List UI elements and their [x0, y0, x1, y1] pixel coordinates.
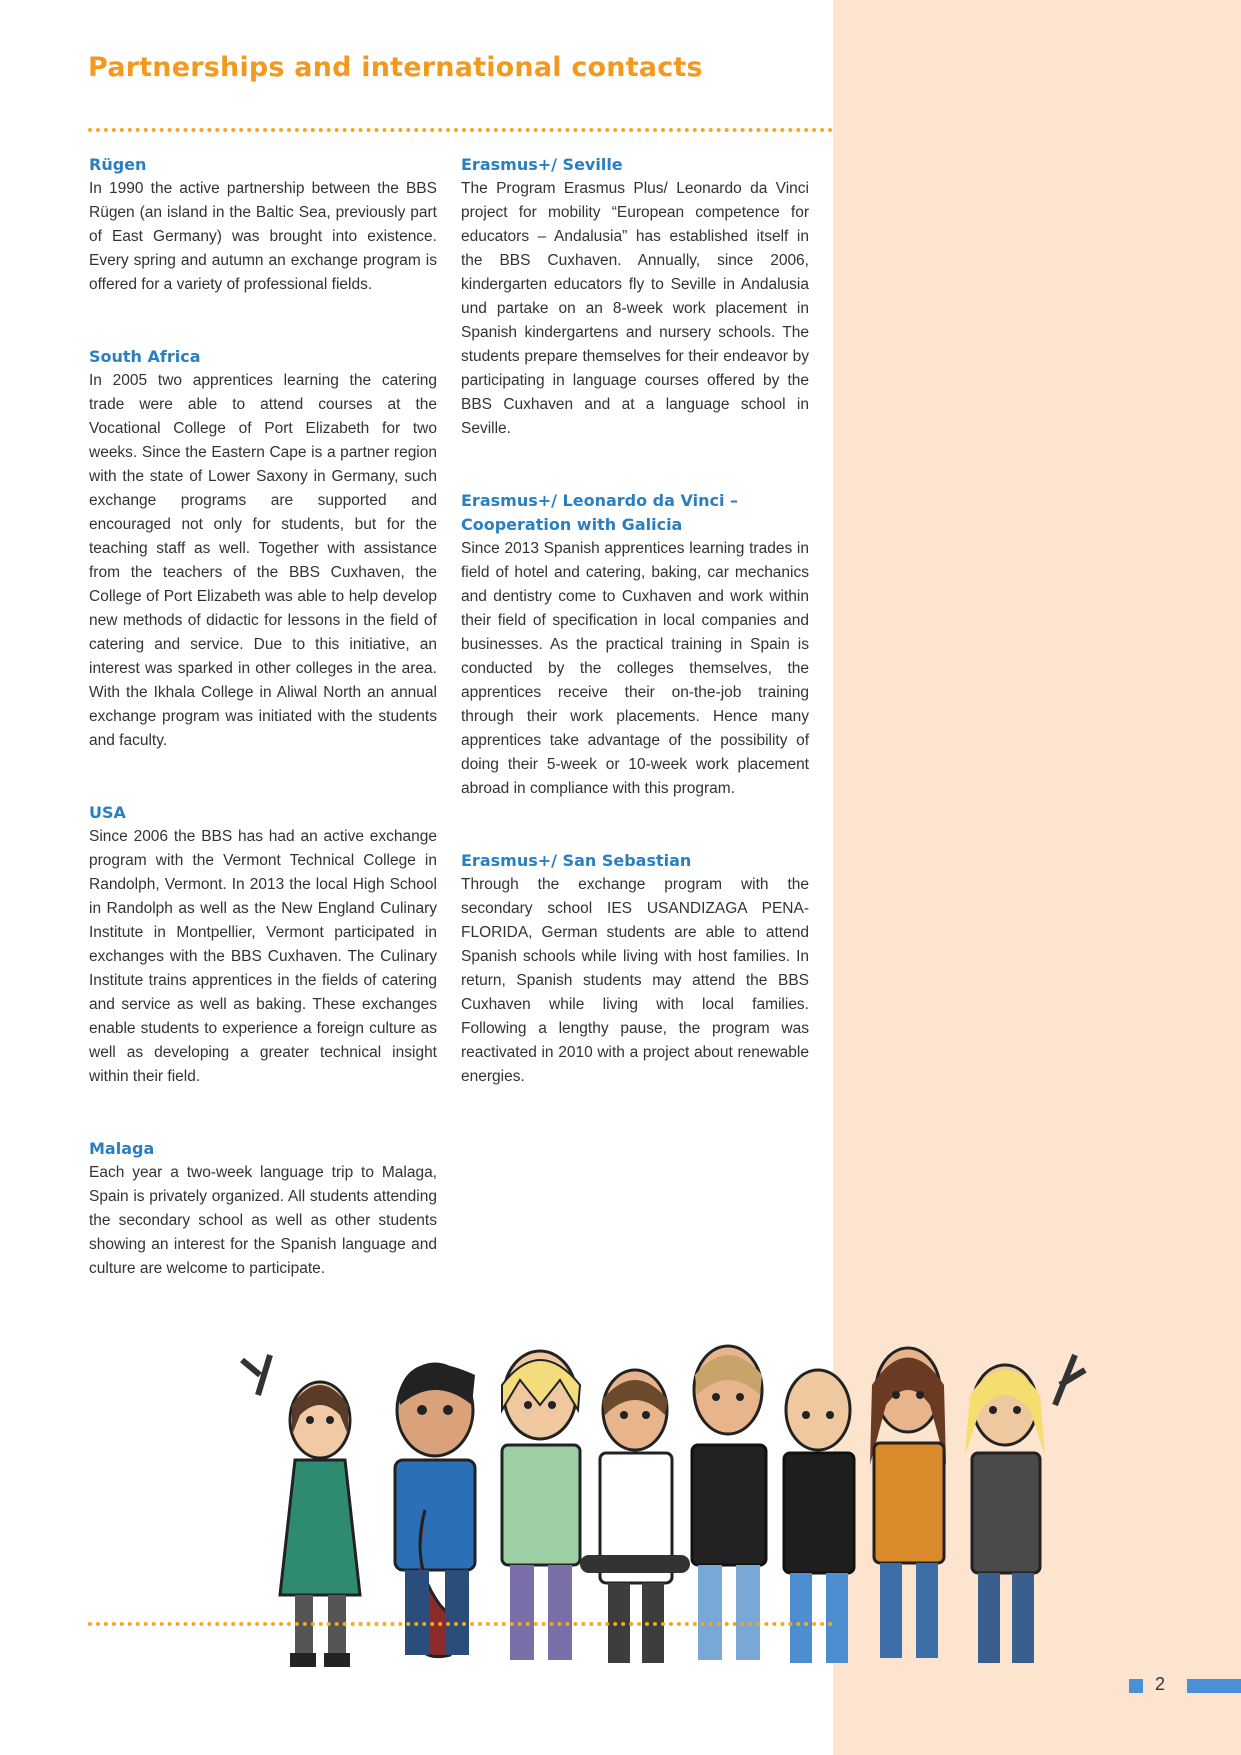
section-body: Since 2006 the BBS has had an active exchange program with the Vermont Technical College in Randolph, Vermont. In 2013 the local High School in Randolph as well as the New England Culinary Institute in Montpellier, Vermont participated in exchanges with the BBS Cuxhaven. The Culinary Institute trains apprentices in the fields of catering and service as well as baking. These exchanges enable students to experience a foreign culture as well as developing a greater technical insight within their field.	[89, 828, 437, 1085]
section-erasmus-san-sebastian	[461, 849, 809, 1089]
section-usa	[89, 801, 437, 1089]
section-heading: USA	[89, 803, 126, 822]
section-body: Through the exchange program with the secondary school IES USANDIZAGA PENA-FLORIDA, German students are able to attend Spanish schools while living with host families. In return, Spanish students may attend the BBS Cuxhaven while living with local families. Following a lengthy pause, the program was reactivated in 2010 with a project about renewable energies.	[461, 876, 809, 1085]
student-figure	[395, 1364, 475, 1657]
section-heading: Erasmus+/ San Sebastian	[461, 851, 692, 870]
student-figure	[784, 1370, 854, 1663]
section-body: In 1990 the active partnership between the BBS Rügen (an island in the Baltic Sea, previously part of East Germany) was brought into existence. Every spring and autumn an exchange program is offered for a variety of professional fields.	[89, 180, 437, 293]
section-body: In 2005 two apprentices learning the catering trade were able to attend courses at the Vocational College of Port Elizabeth for two weeks. Since the Eastern Cape is a partner region with the state of Lower Saxony in Germany, such exchange programs are supported and encouraged not only for students, but for the teaching staff as well. Together with assistance from the teachers of the BBS Cuxhaven, the College of Port Elizabeth was able to help develop new methods of didactic for lessons in the field of catering and service. Due to this initiative, an interest was sparked in other colleges in the area. With the Ikhala College in Aliwal North an annual exchange program was initiated with the students and faculty.	[89, 372, 437, 749]
student-figure	[965, 1355, 1085, 1663]
footer-square-icon	[1129, 1679, 1143, 1693]
section-heading: Erasmus+/ Seville	[461, 155, 623, 174]
section-body: Since 2013 Spanish apprentices learning trades in field of hotel and catering, baking, car mechanics and dentistry come to Cuxhaven and work within their field of specification in local companies and businesses. As the practical training in Spain is conducted by the colleges themselves, the apprentices receive their on-the-job training through their work placements. Hence many apprentices take advantage of the possibility of doing their 5-week or 10-week work placement abroad in compliance with this program.	[461, 540, 809, 797]
section-erasmus-galicia	[461, 489, 809, 801]
student-figure	[242, 1355, 360, 1667]
section-south-africa	[89, 345, 437, 753]
section-malaga	[89, 1137, 437, 1281]
student-figure	[692, 1346, 766, 1660]
section-body: Each year a two-week language trip to Malaga, Spain is privately organized. All students attending the secondary school as well as other students showing an interest for the Spanish language and culture are welcome to participate.	[89, 1164, 437, 1277]
page-number: 2	[1155, 1674, 1166, 1694]
section-heading: Rügen	[89, 155, 147, 174]
section-heading: Erasmus+/ Leonardo da Vinci – Cooperation with Galicia	[461, 491, 739, 534]
section-erasmus-seville	[461, 153, 809, 441]
section-heading: South Africa	[89, 347, 201, 366]
student-figure	[502, 1351, 580, 1660]
student-figure	[870, 1348, 946, 1658]
section-heading: Malaga	[89, 1139, 155, 1158]
left-column	[89, 153, 437, 1281]
section-body: The Program Erasmus Plus/ Leonardo da Vinci project for mobility “European competence for educators – Andalusia” has established itself in the BBS Cuxhaven. Annually, since 2006, kindergarten educators fly to Seville in Andalusia und partake on an 8-week work placement in Spanish kindergartens and nursery schools. The students prepare themselves for their endeavor by participating in language courses offered by the BBS Cuxhaven and at a language school in Seville.	[461, 180, 809, 437]
student-figure	[580, 1370, 690, 1663]
section-ruegen	[89, 153, 437, 297]
right-column	[461, 153, 809, 1089]
top-dotted-divider	[88, 128, 833, 132]
group-of-cartoon-students-illustration	[240, 1335, 1120, 1685]
footer-bar	[1187, 1679, 1241, 1693]
bottom-dotted-divider	[88, 1622, 833, 1626]
page-title: Partnerships and international contacts	[88, 52, 703, 83]
